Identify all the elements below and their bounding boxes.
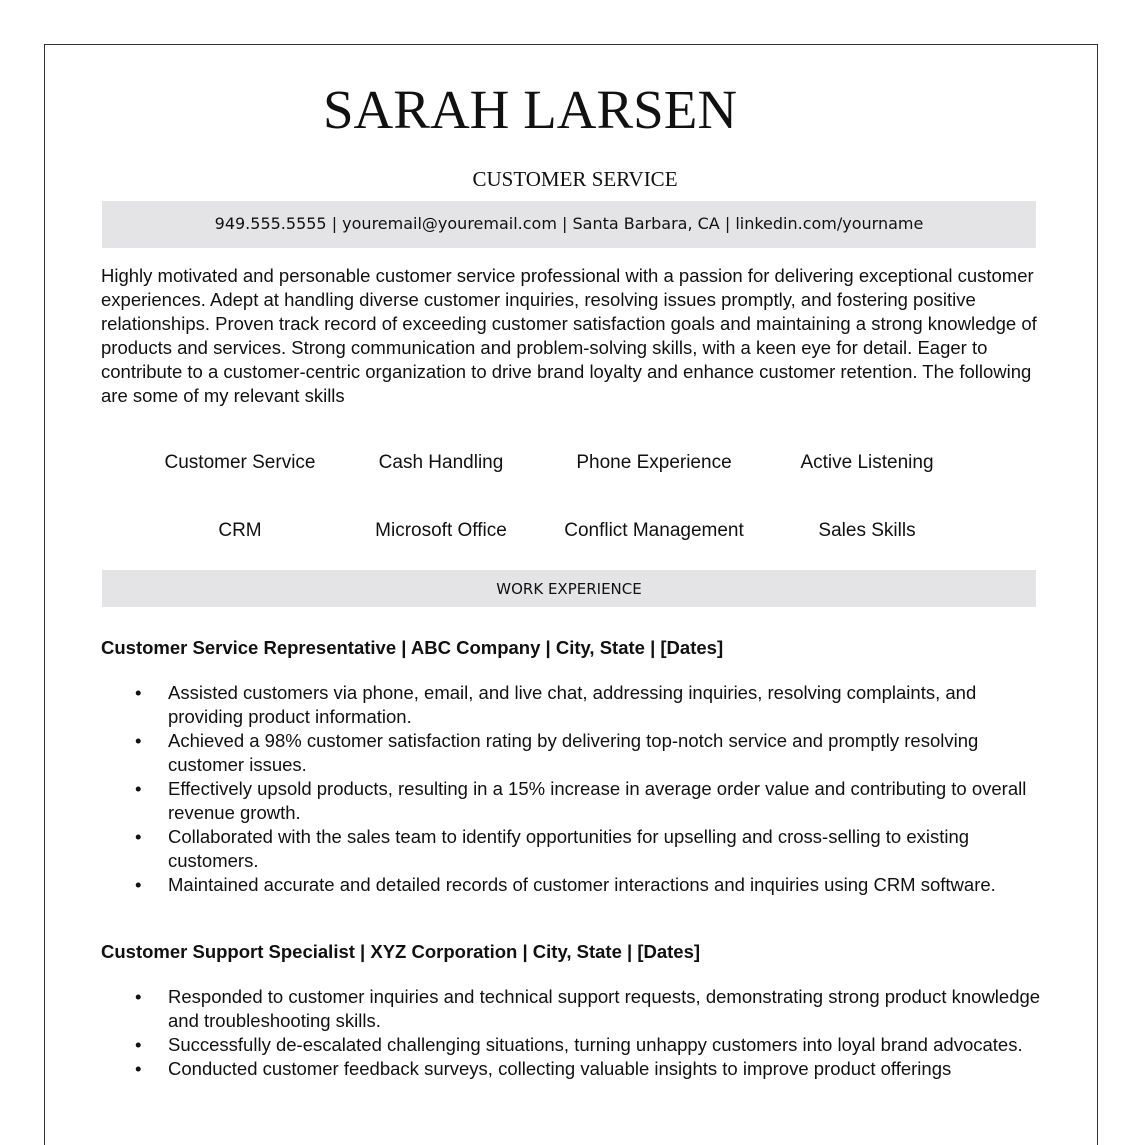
skill-item: CRM: [218, 520, 262, 541]
skill-item: Cash Handling: [378, 452, 504, 473]
job-bullets: [101, 985, 1051, 1081]
job-bullets: [101, 681, 1051, 897]
skill-item: Customer Service: [164, 452, 316, 473]
bullet-item: • Assisted customers via phone, email, and live chat, addressing inquiries, resolving complaints, and providing product information.: [101, 681, 1051, 729]
bullet-item: • Conducted customer feedback surveys, collecting valuable insights to improve product offerings: [101, 1057, 1051, 1081]
summary: Highly motivated and personable customer service professional with a passion for delivering exceptional customer experiences. Adept at handling diverse customer inquiries, resolving issues promptly, and fostering positive relationships. Proven track record of exceeding customer satisfaction goals and maintaining a strong knowledge of products and services. Strong communication and problem-solving skills, with a keen eye for detail. Eager to contribute to a customer-centric organization to drive brand loyalty and enhance customer retention. The following are some of my relevant skills: [101, 265, 1037, 406]
bullet-item: • Maintained accurate and detailed records of customer interactions and inquiries using CRM software.: [101, 873, 1051, 897]
bullet-item: • Successfully de-escalated challenging situations, turning unhappy customers into loyal brand advocates.: [101, 1033, 1051, 1057]
work-experience-heading: WORK EXPERIENCE: [102, 570, 1036, 607]
skill-item: Sales Skills: [818, 520, 916, 541]
job-heading: Customer Support Specialist | XYZ Corporation | City, State | [Dates]: [101, 941, 701, 962]
bullet-item: • Achieved a 98% customer satisfaction rating by delivering top-notch service and promptly resolving customer issues.: [101, 729, 1051, 777]
skill-item: Microsoft Office: [375, 520, 507, 541]
skill-item: Phone Experience: [576, 452, 732, 473]
candidate-name: SARAH LARSEN: [322, 79, 738, 140]
job-heading: Customer Service Representative | ABC Company | City, State | [Dates]: [101, 637, 724, 658]
bullet-item: • Effectively upsold products, resulting in a 15% increase in average order value and contributing to overall revenue growth.: [101, 777, 1051, 825]
job-title: CUSTOMER SERVICE: [472, 167, 678, 191]
skill-item: Active Listening: [800, 452, 934, 473]
contact-bar: 949.555.5555 | youremail@youremail.com | Santa Barbara, CA | linkedin.com/yourname: [102, 201, 1036, 248]
bullet-item: • Responded to customer inquiries and technical support requests, demonstrating strong product knowledge and troubleshooting skills.: [101, 985, 1051, 1033]
bullet-item: • Collaborated with the sales team to identify opportunities for upselling and cross-selling to existing customers.: [101, 825, 1051, 873]
skill-item: Conflict Management: [564, 520, 744, 541]
